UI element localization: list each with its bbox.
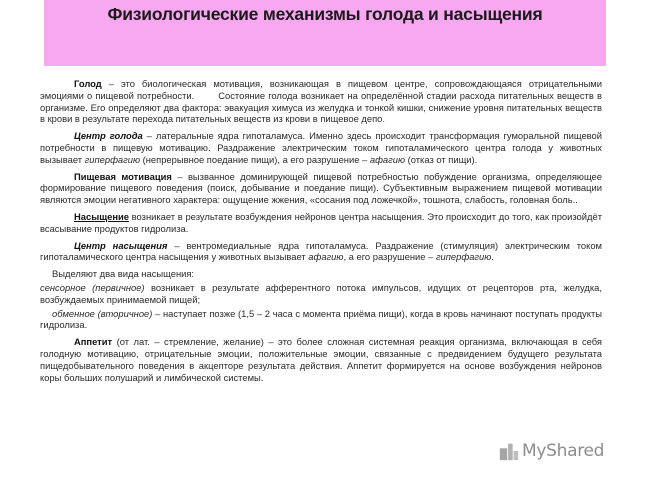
paragraph-appetite-text: (от лат. – стремление, желание) – это более сложная системная реакция организма, включающая в себя голодную мотивацию, отрицательные эмоции, положительные эмоции, связанные с предвидением будущего результата пищедобывательного поведения в акцепторе результата действия. Аппетит формируется на основе возбуждения нейронов коры больших полушарий и лимбической системы. (40, 336, 602, 383)
paragraph-metabolic-text: – наступает позже (1,5 – 2 часа с момента приёма пищи), когда в кровь начинают поступать продукты гидролиза. (40, 307, 602, 331)
term-satiety-center: Центр насыщения (74, 239, 168, 251)
paragraph-hunger-center-text-b: (непрерывное поедание пищи), а его разрушение – (140, 153, 370, 165)
term-aphagia: афагию (369, 153, 406, 165)
paragraph-hunger-text-b: Состояние голода возникает на определённой стадии расхода питательных веществ в организме. Его определяют два фактора: эвакуация химуса из желудка и тонкой кишки, снижение уровня питательных веществ в крови в результате перехода питательных веществ из крови в пищевое депо. (40, 89, 602, 125)
watermark (498, 437, 604, 465)
paragraph-hunger-text-a: – это биологическая мотивация, возникающая в пищевом центре, сопровождающаяся отрицательными эмоциями о пищевой потребности. (40, 78, 602, 101)
paragraph-hunger-center-text-c: (отказ от пищи). (405, 153, 478, 165)
paragraph-satiety-center (40, 240, 602, 264)
term-appetite: Аппетит (74, 336, 113, 348)
watermark-text: MyShared (522, 441, 605, 461)
term-metabolic: обменное (вторичное) (52, 307, 153, 319)
paragraph-sensory (40, 282, 602, 306)
paragraph-satiety-center-text-b: , а его разрушение – (343, 251, 436, 263)
paragraph-satiety-center-text-a: – вентромедиальные ядра гипоталамуса. Раздражение (стимуляция) электрическим током гипоталамического центра насыщения у животных вызывает (40, 239, 602, 263)
paragraph-food-motivation (40, 171, 602, 206)
paragraph-two-types-text: Выделяют два вида насыщения: (52, 268, 195, 280)
term-hyperphagia: гиперфагию (84, 153, 141, 165)
paragraph-food-motivation-text: – вызванное доминирующей пищевой потребностью побуждение организма, определяющее формирование пищевого поведения (поиск, добывание и поедание пищи). Субъективным выражением пищевой мотивации являются эмоции негативного характера: ощущение жжения, «сосания под ложечкой», тошнота, слабость, головная боль.. (40, 170, 602, 206)
page-title: Физиологические механизмы голода и насыщения (107, 4, 543, 24)
term-hunger: Голод (74, 78, 102, 89)
term-aphagia-2: афагию (308, 251, 344, 263)
paragraph-appetite (40, 336, 602, 383)
document-body (40, 78, 602, 388)
paragraph-satiation (40, 211, 602, 235)
paragraph-two-types (40, 268, 602, 280)
paragraph-hunger-center-text-a: – латеральные ядра гипоталамуса. Именно здесь происходит трансформация гуморальной пищевой потребности в пищевую мотивацию. Раздражение электрическим током гипоталамического центра голода у животных вызывает (40, 130, 602, 165)
term-food-motivation: Пищевая мотивация (74, 170, 172, 182)
myshared-logo-icon (498, 440, 520, 462)
paragraph-metabolic (40, 308, 602, 332)
paragraph-hunger-center (40, 130, 602, 165)
paragraph-hunger (40, 78, 602, 125)
term-satiation: Насыщение (74, 210, 129, 222)
term-hyperphagia-2: гиперфагию (435, 251, 492, 263)
title-banner (44, 0, 606, 66)
term-hunger-center: Центр голода (74, 130, 143, 142)
term-sensory: сенсорное (первичное) (40, 281, 145, 293)
paragraph-satiation-text: возникает в результате возбуждения нейронов центра насыщения. Это происходит до того, как произойдёт всасывание продуктов гидролиза. (40, 210, 602, 234)
paragraph-satiety-center-text-c: . (491, 251, 494, 263)
paragraph-sensory-text: возникает в результате афферентного потока импульсов, идущих от рецепторов рта, желудка, возбуждаемых принимаемой пищей; (40, 281, 602, 305)
